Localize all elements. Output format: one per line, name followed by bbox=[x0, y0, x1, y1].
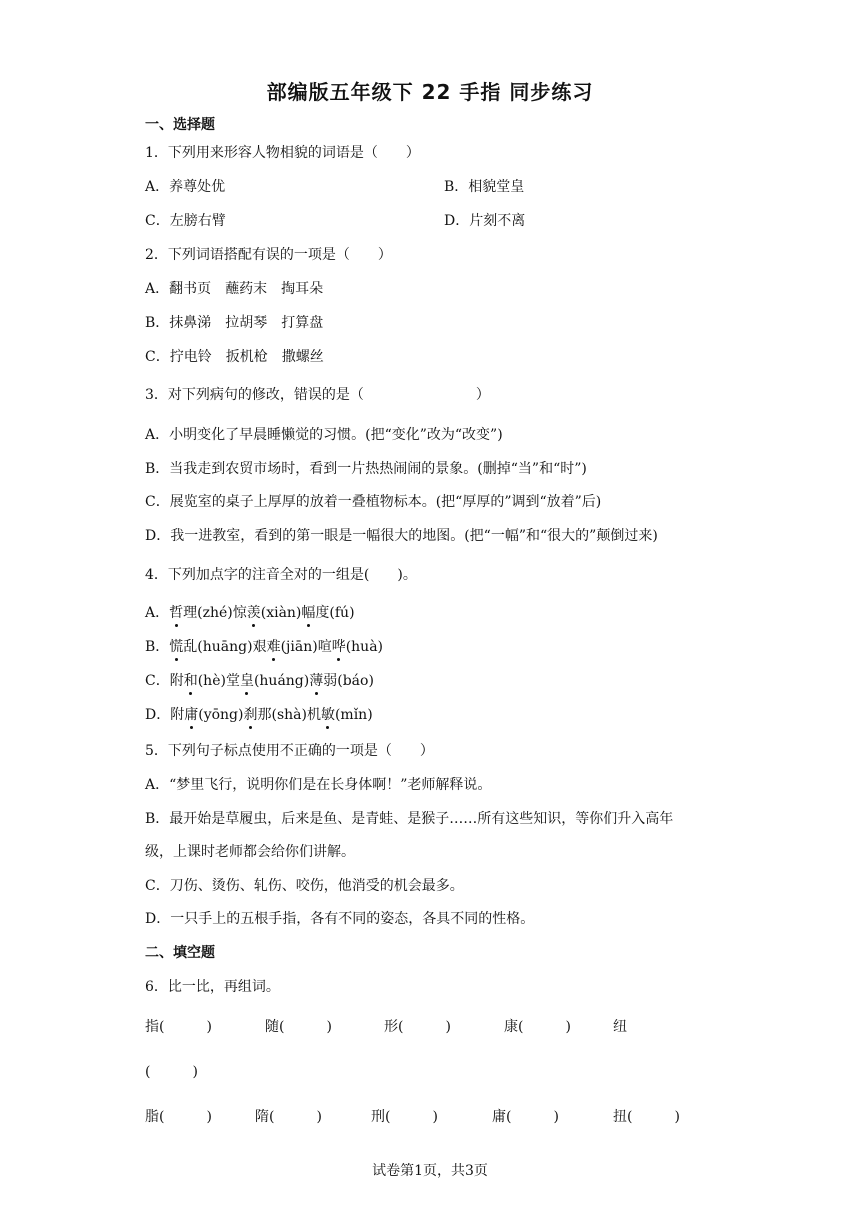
q4-option-c: C．附和(hè)堂皇(huáng)薄弱(báo) bbox=[145, 670, 374, 690]
section-heading-fill: 二、填空题 bbox=[145, 945, 215, 961]
dotted-char: 薄 bbox=[309, 670, 323, 690]
q4-option-d: D．附庸(yōng)刹那(shà)机敏(mǐn) bbox=[145, 704, 373, 724]
q1-stem: 1．下列用来形容人物相貌的词语是（ ） bbox=[145, 145, 420, 161]
word-blank: 纽 bbox=[613, 1019, 627, 1035]
page-footer: 试卷第1页，共3页 bbox=[372, 1163, 488, 1179]
q2-option-a: A．翻书页 蘸药末 掏耳朵 bbox=[145, 281, 324, 297]
q6-row-1-wrap: ( ) bbox=[145, 1064, 198, 1080]
dotted-char: 皇 bbox=[240, 670, 254, 690]
q4-stem: 4．下列加点字的注音全对的一组是( )。 bbox=[145, 567, 417, 583]
q5-stem: 5．下列句子标点使用不正确的一项是（ ） bbox=[145, 743, 434, 759]
q2-option-b: B．抹鼻涕 拉胡琴 打算盘 bbox=[145, 315, 324, 331]
word-blank: 扭( ) bbox=[613, 1109, 680, 1125]
q3-option-a: A．小明变化了早晨睡懒觉的习惯。(把“变化”改为“改变”) bbox=[145, 427, 503, 443]
q5-option-b-line2: 级，上课时老师都会给你们讲解。 bbox=[145, 844, 355, 860]
q4-option-a: A．哲理(zhé)惊羡(xiàn)幅度(fú) bbox=[145, 602, 355, 622]
q1-option-b: B．相貌堂皇 bbox=[444, 179, 525, 195]
q1-option-a: A．养尊处优 bbox=[145, 179, 226, 195]
dotted-char: 难 bbox=[267, 636, 281, 656]
dotted-char: 羡 bbox=[247, 602, 261, 622]
q5-option-c: C．刀伤、烫伤、轧伤、咬伤，他消受的机会最多。 bbox=[145, 878, 464, 894]
section-heading-choice: 一、选择题 bbox=[145, 117, 215, 133]
word-blank: 隋( ) bbox=[255, 1109, 322, 1125]
dotted-char: 庸 bbox=[184, 704, 198, 724]
word-blank: 庸( ) bbox=[492, 1109, 559, 1125]
q3-option-c: C．展览室的桌子上厚厚的放着一叠植物标本。(把“厚厚的”调到“放着”后) bbox=[145, 494, 602, 510]
q6-stem: 6．比一比，再组词。 bbox=[145, 979, 280, 995]
q3-stem: 3．对下列病句的修改，错误的是（ ） bbox=[145, 387, 490, 403]
word-blank: 脂( ) bbox=[145, 1109, 212, 1125]
page-title: 部编版五年级下 22 手指 同步练习 bbox=[266, 80, 594, 104]
dotted-char: 刹 bbox=[243, 704, 257, 724]
dotted-char: 慌 bbox=[169, 636, 183, 656]
q3-option-d: D．我一进教室，看到的第一眼是一幅很大的地图。(把“一幅”和“很大的”颠倒过来) bbox=[145, 528, 658, 544]
word-blank: 刑( ) bbox=[371, 1109, 438, 1125]
dotted-char: 敏 bbox=[321, 704, 335, 724]
word-blank: 形( ) bbox=[384, 1019, 451, 1035]
q1-option-d: D．片刻不离 bbox=[444, 213, 526, 229]
q1-option-c: C．左膀右臂 bbox=[145, 213, 226, 229]
q3-option-b: B．当我走到农贸市场时，看到一片热热闹闹的景象。(删掉“当”和“时”) bbox=[145, 461, 587, 477]
dotted-char: 幅 bbox=[301, 602, 315, 622]
dotted-char: 和 bbox=[184, 670, 198, 690]
word-blank: 随( ) bbox=[265, 1019, 332, 1035]
word-blank: 指( ) bbox=[145, 1019, 212, 1035]
word-blank: 康( ) bbox=[504, 1019, 571, 1035]
q2-stem: 2．下列词语搭配有误的一项是（ ） bbox=[145, 247, 392, 263]
dotted-char: 哗 bbox=[332, 636, 346, 656]
q5-option-a: A．“梦里飞行，说明你们是在长身体啊！”老师解释说。 bbox=[145, 777, 492, 793]
q4-option-b: B．慌乱(huāng)艰难(jiān)喧哗(huà) bbox=[145, 636, 383, 656]
dotted-char: 哲 bbox=[169, 602, 183, 622]
q5-option-d: D．一只手上的五根手指，各有不同的姿态，各具不同的性格。 bbox=[145, 911, 535, 927]
q5-option-b-line1: B．最开始是草履虫，后来是鱼、是青蛙、是猴子……所有这些知识，等你们升入高年 bbox=[145, 811, 674, 827]
q2-option-c: C．拧电铃 扳机枪 撒螺丝 bbox=[145, 349, 324, 365]
